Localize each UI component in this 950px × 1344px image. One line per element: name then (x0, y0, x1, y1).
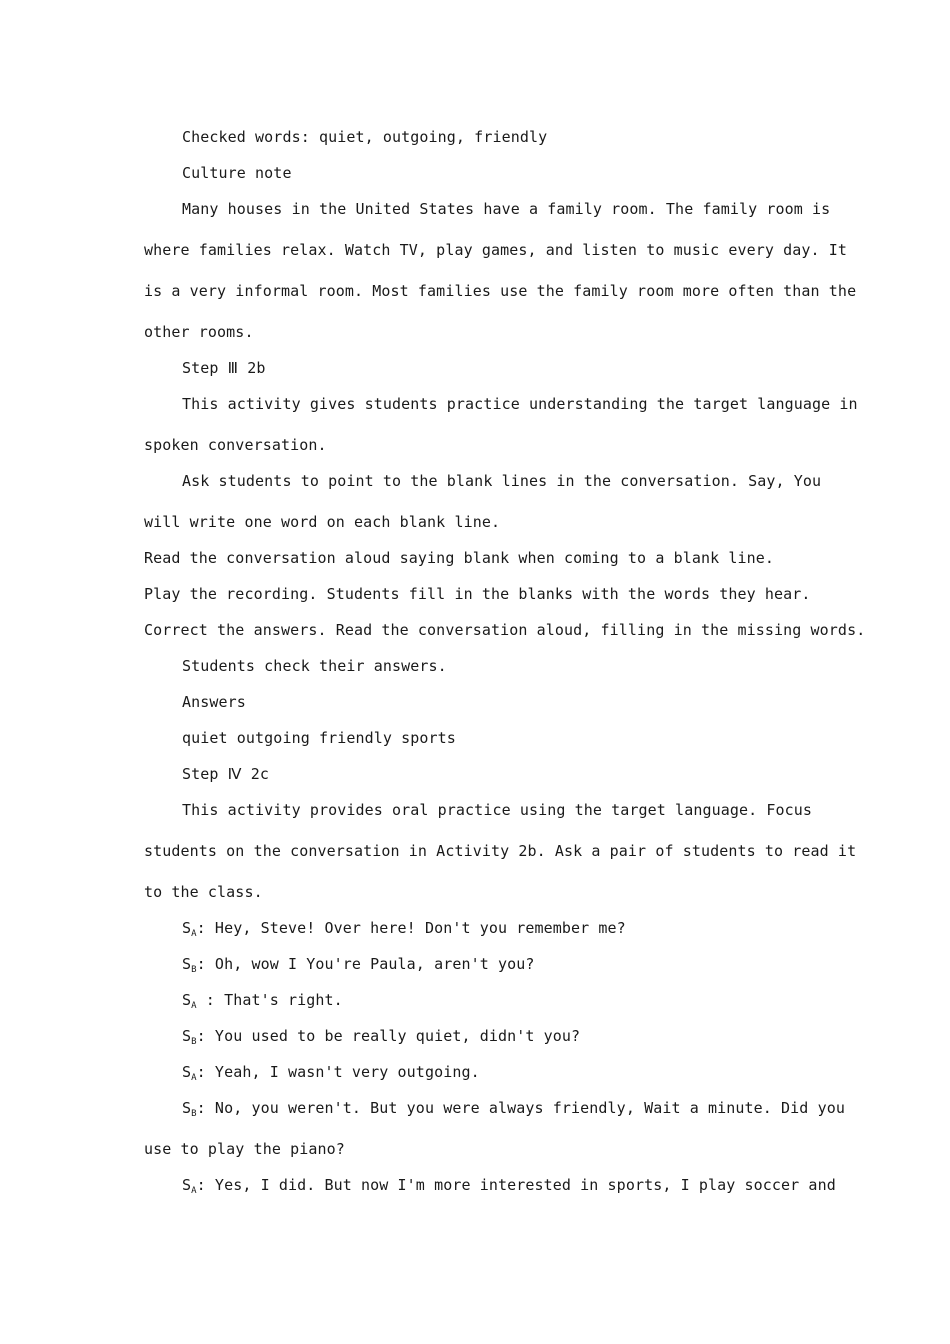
dialog-text: : You used to be really quiet, didn't you? (196, 1027, 581, 1045)
speaker-subscript: A (191, 1001, 197, 1011)
dialog-line (182, 1027, 580, 1048)
dialog-text: : That's right. (196, 991, 343, 1009)
answers-list: quiet outgoing friendly sports (182, 729, 456, 747)
step-3-text: Ask students to point to the blank lines in the conversation. Say, You (182, 472, 822, 490)
dialog-line (182, 1063, 480, 1084)
step-3-text: This activity gives students practice understanding the target language in (182, 395, 858, 413)
checked-words-line: Checked words: quiet, outgoing, friendly (182, 128, 548, 146)
dialog-line (182, 1099, 845, 1120)
speaker-subscript: A (191, 1073, 197, 1083)
speaker-subscript: A (191, 929, 197, 939)
culture-note-text: other rooms. (144, 323, 254, 341)
culture-note-text: is a very informal room. Most families use the family room more often than the (144, 282, 857, 300)
speaker-subscript: B (191, 965, 197, 975)
speaker-subscript: B (191, 1037, 197, 1047)
speaker-subscript: B (191, 1109, 197, 1119)
step-3-text: spoken conversation. (144, 436, 327, 454)
dialog-text: : Oh, wow I You're Paula, aren't you? (196, 955, 535, 973)
step-4-text: to the class. (144, 883, 263, 901)
dialog-text: : Hey, Steve! Over here! Don't you remember me? (196, 919, 626, 937)
dialog-text: : No, you weren't. But you were always friendly, Wait a minute. Did you (196, 1099, 845, 1117)
dialog-line (182, 955, 535, 976)
speaker-label: S (182, 919, 192, 937)
step-3-text: Students check their answers. (182, 657, 447, 675)
step-3-heading: Step Ⅲ 2b (182, 359, 266, 377)
culture-note-text: Many houses in the United States have a family room. The family room is (182, 200, 831, 218)
speaker-label: S (182, 1027, 192, 1045)
step-3-text: will write one word on each blank line. (144, 513, 501, 531)
step-4-heading: Step Ⅳ 2c (182, 765, 269, 783)
dialog-line (182, 1176, 836, 1197)
speaker-label: S (182, 1063, 192, 1081)
dialog-line (182, 991, 343, 1012)
dialog-line (182, 919, 626, 940)
step-3-text: Play the recording. Students fill in the blanks with the words they hear. (144, 585, 811, 603)
speaker-subscript: A (191, 1186, 197, 1196)
dialog-continuation: use to play the piano? (144, 1140, 345, 1158)
speaker-label: S (182, 991, 192, 1009)
dialog-text: : Yeah, I wasn't very outgoing. (196, 1063, 480, 1081)
answers-heading: Answers (182, 693, 246, 711)
step-4-text: This activity provides oral practice using the target language. Focus (182, 801, 813, 819)
step-3-text: Read the conversation aloud saying blank when coming to a blank line. (144, 549, 775, 567)
speaker-label: S (182, 955, 192, 973)
dialog-text: : Yes, I did. But now I'm more interested in sports, I play soccer and (196, 1176, 836, 1194)
culture-note-heading: Culture note (182, 164, 292, 182)
speaker-label: S (182, 1176, 192, 1194)
speaker-label: S (182, 1099, 192, 1117)
step-4-text: students on the conversation in Activity 2b. Ask a pair of students to read it (144, 842, 857, 860)
step-3-text: Correct the answers. Read the conversation aloud, filling in the missing words. (144, 621, 866, 639)
culture-note-text: where families relax. Watch TV, play games, and listen to music every day. It (144, 241, 848, 259)
